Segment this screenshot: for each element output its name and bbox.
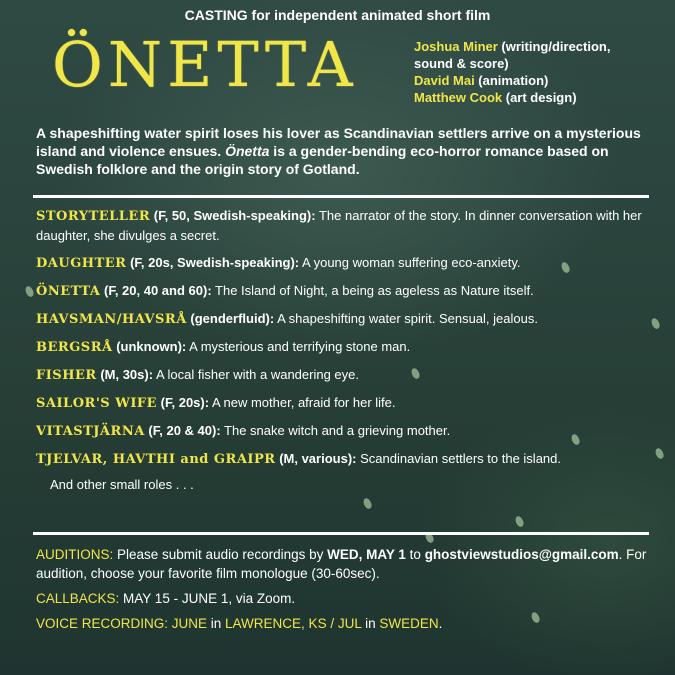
credit-name: Matthew Cook (414, 90, 503, 105)
auditions-deadline: WED, MAY 1 (327, 547, 406, 562)
role-item (36, 253, 656, 273)
leaf-decoration (514, 515, 525, 528)
role-name: ÖNETTA (36, 284, 101, 299)
voice-recording-text: JUNE (168, 616, 208, 631)
role-desc: The snake witch and a grieving mother. (220, 423, 451, 438)
credits (414, 38, 610, 106)
synopsis (36, 124, 648, 178)
voice-recording-label: VOICE RECORDING: (36, 616, 169, 631)
voice-recording-text: in (207, 616, 226, 631)
auditions-label: AUDITIONS: (36, 547, 114, 562)
role-name: TJELVAR, HAVTHI and GRAIPR (36, 452, 276, 467)
role-meta: (F, 20s): (157, 395, 210, 410)
synopsis-text: A shapeshifting water spirit loses his lover as Scandinavian settlers arrive on a mysterious island and violence ensues. (36, 125, 641, 159)
role-meta: (F, 20, 40 and 60): (100, 283, 212, 298)
credit-role: sound & score) (414, 56, 509, 71)
auditions-text: to (405, 547, 425, 562)
voice-recording-text: in (361, 616, 380, 631)
role-name: HAVSMAN/HAVSRÅ (36, 312, 187, 327)
schedule-info (36, 545, 656, 639)
auditions-line (36, 545, 656, 583)
credit-name: Joshua Miner (414, 39, 498, 54)
role-desc: A mysterious and terrifying stone man. (186, 339, 411, 354)
role-item (36, 337, 656, 357)
role-item (36, 309, 656, 329)
role-desc: A shapeshifting water spirit. Sensual, jealous. (274, 311, 538, 326)
role-item (36, 421, 656, 441)
auditions-text: Please submit audio recordings by (113, 547, 328, 562)
credit-role: (art design) (502, 90, 577, 105)
callbacks-label: CALLBACKS: (36, 591, 120, 606)
role-meta: (genderfluid): (186, 311, 275, 326)
role-name: STORYTELLER (36, 209, 151, 224)
role-item (36, 365, 656, 385)
role-item (36, 449, 656, 469)
credit-role: (animation) (474, 73, 549, 88)
voice-recording-text: . (438, 616, 443, 631)
film-title: ÖNETTA (52, 28, 358, 101)
role-desc: Scandinavian settlers to the island. (356, 451, 561, 466)
role-name: VITASTJÄRNA (36, 424, 145, 439)
role-item (36, 206, 656, 245)
role-item (36, 393, 656, 413)
other-roles: And other small roles . . . (50, 477, 194, 492)
divider (33, 195, 649, 198)
role-desc: The narrator of the story. In dinner conversation with her daughter, she divulges a secret. (36, 208, 642, 243)
credit-role: (writing/direction, (497, 39, 611, 54)
contact-email: ghostviewstudios@gmail.com (424, 547, 619, 562)
role-meta: (M, 30s): (96, 367, 154, 382)
voice-recording-line (36, 614, 656, 633)
credit-line (414, 55, 610, 72)
role-name: DAUGHTER (36, 256, 127, 271)
role-meta: (M, various): (275, 451, 357, 466)
synopsis-text: is a gender-bending eco-horror romance based on Swedish folklore and the origin story of Gotland. (36, 143, 609, 177)
credit-line (414, 72, 610, 89)
auditions-text: . For audition, choose your favorite film monologue (30-60sec). (36, 547, 647, 581)
voice-recording-text: SWEDEN (379, 616, 439, 631)
role-meta: (unknown): (112, 339, 187, 354)
casting-line: CASTING for independent animated short film (184, 7, 491, 23)
role-name: SAILOR'S WIFE (36, 396, 158, 411)
credit-name: David Mai (414, 73, 475, 88)
leaf-decoration (362, 497, 373, 510)
role-meta: (F, 50, Swedish-speaking): (150, 208, 316, 223)
role-desc: The Island of Night, a being as ageless as Nature itself. (211, 283, 534, 298)
credit-line (414, 38, 610, 55)
role-meta: (F, 20 & 40): (144, 423, 221, 438)
callbacks-line (36, 589, 656, 608)
role-desc: A young woman suffering eco-anxiety. (299, 255, 521, 270)
role-name: FISHER (36, 368, 97, 383)
role-item (36, 281, 656, 301)
role-desc: A local fisher with a wandering eye. (153, 367, 359, 382)
role-name: BERGSRÅ (36, 340, 113, 355)
voice-recording-text: LAWRENCE, KS / JUL (225, 616, 362, 631)
divider (33, 532, 649, 535)
role-desc: A new mother, afraid for her life. (209, 395, 396, 410)
role-list (36, 206, 656, 492)
synopsis-title-italic: Önetta (225, 143, 270, 159)
role-meta: (F, 20s, Swedish-speaking): (126, 255, 300, 270)
callbacks-text: MAY 15 - JUNE 1, via Zoom. (119, 591, 296, 606)
leaf-decoration (24, 285, 35, 298)
credit-line (414, 89, 610, 106)
